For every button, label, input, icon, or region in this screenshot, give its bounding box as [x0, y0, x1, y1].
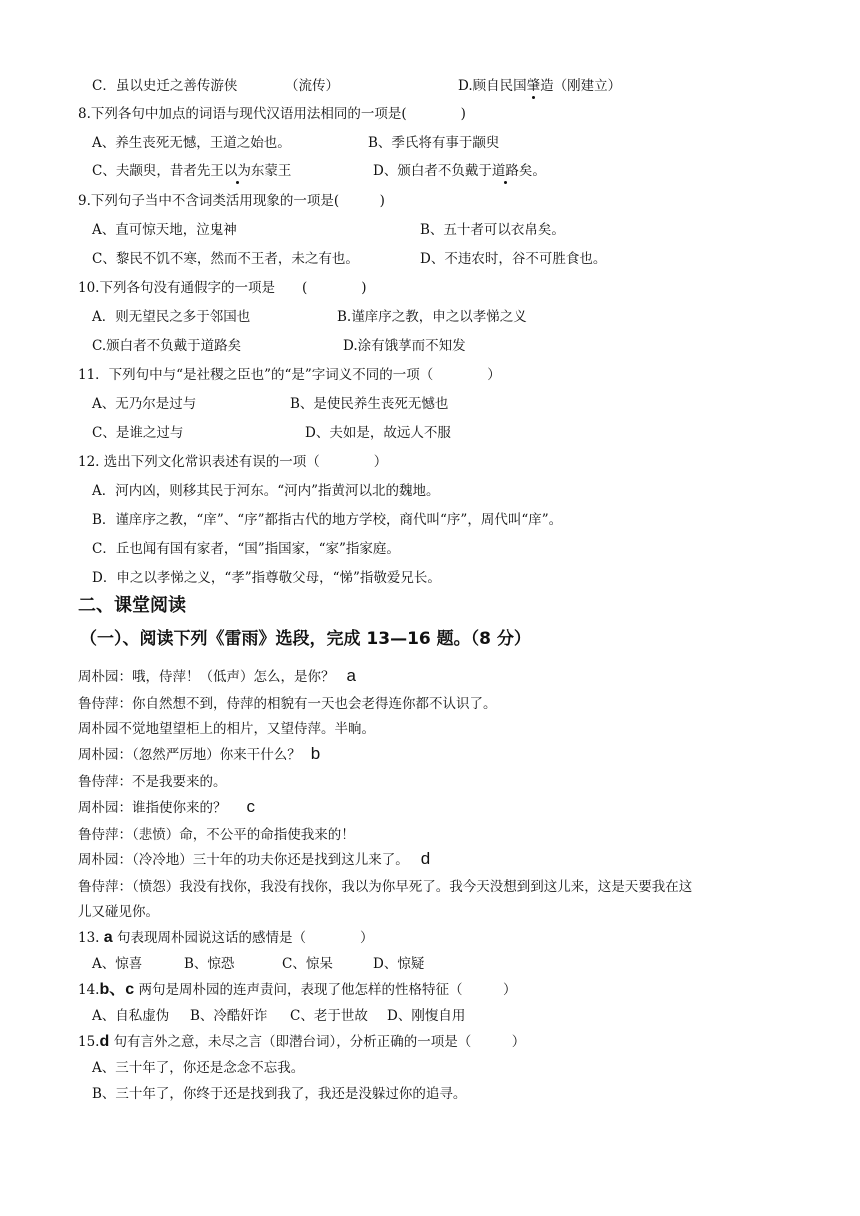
q15-option-a: A、三十年了，你还是念念不忘我。	[92, 1060, 305, 1076]
dialogue-line: 周朴园：哦，侍萍！（低声）怎么，是你？ a	[78, 666, 356, 685]
q14-option-c: C、老于世故	[290, 1008, 368, 1024]
dialogue-line: 鲁侍萍：你自然想不到，侍萍的相貌有一天也会老得连你都不认识了。	[78, 696, 497, 712]
q8-option-d: D、颁白者不负戴于道路矣。	[373, 163, 546, 179]
q10-option-c: C.颁白者不负戴于道路矣	[92, 338, 242, 354]
q9-option-c: C、黎民不饥不寒，然而不王者，未之有也。	[92, 251, 359, 267]
q8-option-b: B、季氏将有事于颛臾	[368, 135, 500, 151]
dialogue-line: 鲁侍萍：（愤怨）我没有找你，我没有找你，我以为你早死了。我今天没想到到这儿来，这是天要我在这	[78, 879, 693, 895]
dialogue-line: 周朴园不觉地望望柜上的相片，又望侍萍。半晌。	[78, 721, 375, 737]
q11-option-a: A、无乃尔是过与	[92, 396, 197, 412]
dialogue-line: 周朴园：谁指使你来的？ c	[78, 797, 255, 816]
q13-option-d: D、惊疑	[373, 956, 425, 972]
q14-option-b: B、冷酷奸诈	[190, 1008, 268, 1024]
q7-option-d: D.顾自民国肇造（刚建立）	[458, 78, 622, 94]
section-heading: 二、课堂阅读	[78, 595, 186, 616]
q14-option-d: D、刚愎自用	[387, 1008, 466, 1024]
reading-heading: （一）、阅读下列《雷雨》选段，完成 13—16 题。（8 分）	[80, 629, 531, 649]
dialogue-line: 周朴园：（忽然严厉地）你来干什么？ b	[78, 744, 321, 763]
q12-option-a: A．河内凶，则移其民于河东。“河内”指黄河以北的魏地。	[92, 483, 440, 499]
q12-option-c: C．丘也闻有国有家者，“国”指国家，“家”指家庭。	[92, 541, 400, 557]
dialogue-line: 鲁侍萍：（悲愤）命，不公平的命指使我来的！	[78, 827, 355, 843]
q9-option-a: A、直可惊天地，泣鬼神	[92, 222, 237, 238]
q14-stem: 14.b、c 两句是周朴园的连声责问，表现了他怎样的性格特征（ ）	[78, 981, 517, 998]
q15-stem: 15.d 句有言外之意，未尽之言（即潜台词），分析正确的一项是（ ）	[78, 1033, 526, 1050]
q13-option-c: C、惊呆	[282, 956, 333, 972]
q13-option-a: A、惊喜	[92, 956, 143, 972]
q14-option-a: A、自私虚伪	[92, 1008, 170, 1024]
q7-option-c: C．虽以史迁之善传游侠	[92, 78, 238, 94]
q8-option-a: A、养生丧死无憾，王道之始也。	[92, 135, 291, 151]
q15-option-b: B、三十年了，你终于还是找到我了，我还是没躲过你的追寻。	[92, 1086, 467, 1102]
q9-stem: 9.下列句子当中不含词类活用现象的一项是( )	[78, 193, 385, 209]
dialogue-line: 鲁侍萍：不是我要来的。	[78, 774, 227, 790]
q9-option-b: B、五十者可以衣帛矣。	[420, 222, 565, 238]
q11-option-d: D、夫如是，故远人不服	[305, 425, 451, 441]
q8-option-c: C、夫颛臾，昔者先王以为东蒙王	[92, 163, 292, 179]
q13-option-b: B、惊恐	[184, 956, 235, 972]
q10-option-a: A．则无望民之多于邻国也	[92, 309, 251, 325]
q11-option-b: B、是使民养生丧死无憾也	[290, 396, 449, 412]
q10-stem: 10.下列各句没有通假字的一项是 ( )	[78, 280, 367, 296]
q10-option-b: B.谨庠序之教，申之以孝悌之义	[337, 309, 527, 325]
q12-stem: 12. 选出下列文化常识表述有误的一项（ ）	[78, 454, 388, 470]
q9-option-d: D、不违农时，谷不可胜食也。	[420, 251, 607, 267]
dialogue-line: 周朴园：（冷冷地）三十年的功夫你还是找到这儿来了。 d	[78, 849, 431, 868]
q7-option-c-note: （流传）	[285, 78, 339, 94]
q10-option-d: D.涂有饿莩而不知发	[343, 338, 466, 354]
dialogue-line: 儿又碰见你。	[78, 904, 159, 920]
q13-stem: 13. a 句表现周朴园说这话的感情是（ ）	[78, 929, 374, 946]
q8-stem: 8.下列各句中加点的词语与现代汉语用法相同的一项是( )	[78, 106, 466, 122]
q11-stem: 11．下列句中与“是社稷之臣也”的“是”字词义不同的一项（ ）	[78, 367, 501, 383]
q12-option-b: B．谨庠序之教，“庠”、“序”都指古代的地方学校，商代叫“序”，周代叫“庠”。	[92, 512, 563, 528]
q11-option-c: C、是谁之过与	[92, 425, 184, 441]
q12-option-d: D．申之以孝悌之义，“孝”指尊敬父母，“悌”指敬爱兄长。	[92, 570, 441, 586]
